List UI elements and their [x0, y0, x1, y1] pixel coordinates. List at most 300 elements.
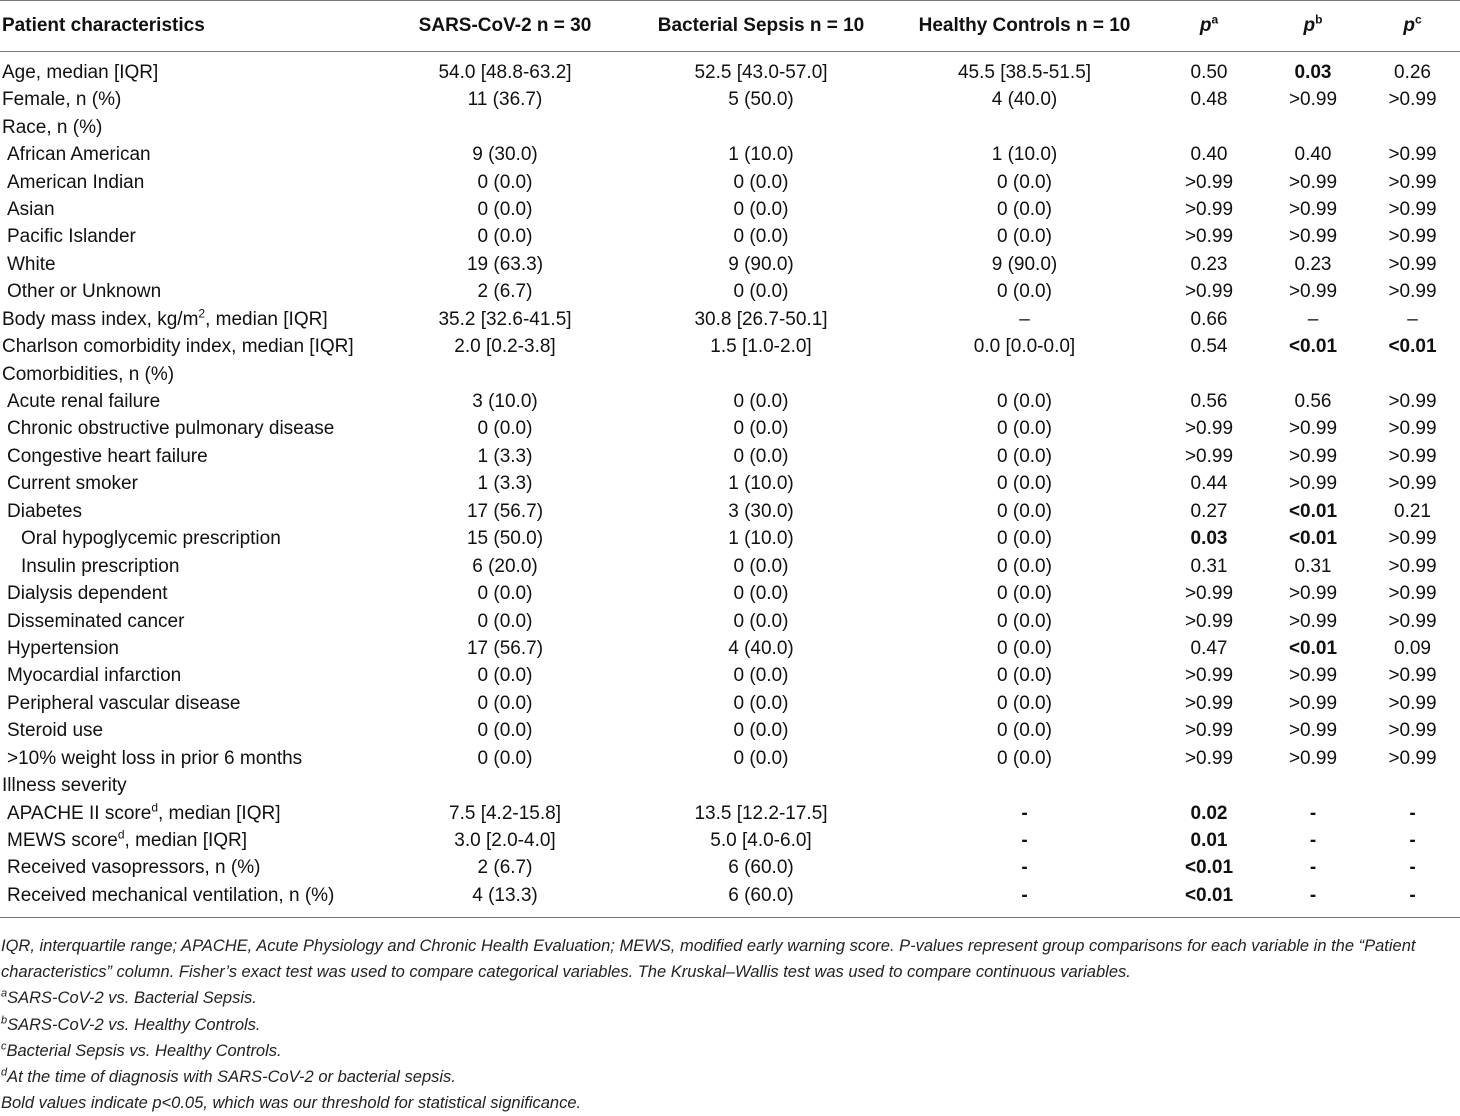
sars-cov-2-value: 0 (0.0): [477, 226, 533, 248]
footnote-b: [1, 1012, 1457, 1038]
p-a-value: >0.99: [1184, 747, 1234, 769]
sars-cov-2-value: 0 (0.0): [477, 171, 533, 193]
p-a-value: 0.48: [1190, 89, 1228, 111]
row-label-text: American Indian: [7, 171, 145, 193]
bacterial-sepsis-value: 9 (90.0): [728, 253, 794, 275]
p-a-value: 0.54: [1190, 336, 1228, 358]
table-row: [0, 141, 1460, 168]
row-label-text: Current smoker: [7, 473, 138, 495]
p-a-value: >0.99: [1184, 610, 1234, 632]
row-label: [0, 580, 380, 607]
row-label: [0, 470, 380, 497]
row-label: [0, 854, 380, 881]
healthy-controls-value: 0 (0.0): [997, 665, 1052, 687]
table-notes: [1, 933, 1457, 1116]
p-c-value: >0.99: [1388, 720, 1437, 742]
row-label-text: APACHE II score: [7, 802, 152, 824]
p-a-value: >0.99: [1184, 692, 1234, 714]
p-c-value: >0.99: [1388, 391, 1437, 413]
row-label-suffix: , median [IQR]: [158, 802, 281, 824]
bacterial-sepsis-value: 5 (50.0): [728, 89, 794, 111]
sars-cov-2-value: 1 (3.3): [477, 445, 533, 467]
p-a-value: 0.50: [1190, 62, 1228, 83]
p-sup: a: [1211, 12, 1219, 27]
row-label: [0, 278, 380, 305]
notes-main: IQR, interquartile range; APACHE, Acute Physiology and Chronic Health Evaluation; MEWS, modified early warning score. P-values represent group comparisons for each variable in the “Patient characteristics” column. Fisher’s exact test was used to compare categorical variables. The Kruskal–Wallis test was used to compare continuous variables.: [1, 937, 1416, 982]
row-label: [0, 662, 380, 689]
bacterial-sepsis-value: 0 (0.0): [733, 171, 789, 193]
row-label-text: Oral hypoglycemic prescription: [21, 528, 281, 550]
row-label-text: Congestive heart failure: [7, 445, 208, 467]
bacterial-sepsis-value: 0 (0.0): [733, 610, 789, 632]
footnote-c: [1, 1038, 1457, 1064]
p-a-value: >0.99: [1184, 226, 1234, 248]
healthy-controls-value: 0 (0.0): [997, 692, 1052, 714]
table-row: [0, 86, 1460, 113]
sars-cov-2-value: 1 (3.3): [477, 473, 533, 495]
bacterial-sepsis-value: 5.0 [4.0-6.0]: [710, 830, 812, 852]
table-row: [0, 662, 1460, 689]
p-a-value: >0.99: [1184, 445, 1234, 467]
bacterial-sepsis-value: 0 (0.0): [733, 281, 789, 303]
bacterial-sepsis-value: 3 (30.0): [728, 500, 794, 522]
sars-cov-2-value: 0 (0.0): [477, 665, 533, 687]
table-row: [0, 580, 1460, 607]
row-label: [0, 196, 380, 223]
p-c-value: >0.99: [1388, 226, 1437, 248]
healthy-controls-value: 0 (0.0): [997, 171, 1052, 193]
sars-cov-2-value: 3.0 [2.0-4.0]: [454, 830, 556, 852]
p-a-value: [1157, 113, 1261, 140]
p-a-value: <0.01: [1184, 857, 1234, 879]
row-label-text: Disseminated cancer: [7, 610, 185, 632]
header-healthy-controls: Healthy Controls n = 10: [892, 1, 1157, 52]
p-b-value: –: [1307, 308, 1319, 330]
healthy-controls-value: 0 (0.0): [997, 473, 1052, 495]
row-label-text: >10% weight loss in prior 6 months: [7, 747, 303, 769]
table-row: [0, 607, 1460, 634]
p-c-value: <0.01: [1388, 336, 1437, 358]
p-b-value: <0.01: [1288, 500, 1338, 522]
table-row: [0, 388, 1460, 415]
table-body: [0, 52, 1460, 918]
p-b-value: [1261, 113, 1365, 140]
row-label-text: Charlson comorbidity index, median [IQR]: [2, 336, 354, 358]
row-label: [0, 717, 380, 744]
p-c-value: >0.99: [1388, 665, 1437, 687]
bacterial-sepsis-value: 30.8 [26.7-50.1]: [694, 308, 828, 330]
row-label-text: Asian: [7, 198, 55, 220]
footnote-marker: a: [1, 987, 8, 1000]
row-label: [0, 141, 380, 168]
p-c-value: >0.99: [1388, 198, 1437, 220]
healthy-controls-value: -: [892, 882, 1157, 918]
footnote-text: At the time of diagnosis with SARS-CoV-2 or bacterial sepsis.: [7, 1068, 456, 1087]
bold-values-note: Bold values indicate p<0.05, which was our threshold for statistical significance.: [1, 1094, 582, 1113]
p-b-value: -: [1309, 830, 1317, 852]
healthy-controls-value: 4 (40.0): [991, 89, 1058, 111]
row-label: [0, 552, 380, 579]
p-c-value: -: [1409, 802, 1416, 824]
row-label-text: Pacific Islander: [7, 226, 136, 248]
table-row: [0, 306, 1460, 333]
p-c-value: –: [1407, 308, 1418, 330]
p-a-value: >0.99: [1184, 665, 1234, 687]
sars-cov-2-value: 11 (36.7): [467, 89, 543, 111]
row-label: [0, 86, 380, 113]
sars-cov-2-value: 0 (0.0): [477, 198, 533, 220]
row-label-sup: d: [117, 827, 125, 842]
sars-cov-2-value: 2 (6.7): [477, 281, 533, 303]
p-c-value: >0.99: [1388, 473, 1437, 495]
healthy-controls-value: 0 (0.0): [997, 500, 1052, 522]
healthy-controls-value: –: [1019, 308, 1030, 330]
healthy-controls-value: 0 (0.0): [997, 747, 1052, 769]
p-a-value: 0.01: [1190, 830, 1228, 852]
row-label: [0, 745, 380, 772]
bacterial-sepsis-value: 0 (0.0): [733, 665, 789, 687]
sars-cov-2-value: [380, 113, 630, 140]
bacterial-sepsis-value: 0 (0.0): [733, 692, 789, 714]
sars-cov-2-value: 35.2 [32.6-41.5]: [438, 308, 572, 330]
healthy-controls-value: 0 (0.0): [997, 226, 1052, 248]
table-row: [0, 525, 1460, 552]
p-c-value: >0.99: [1388, 610, 1437, 632]
p-c-value: -: [1409, 857, 1416, 879]
healthy-controls-value: 0 (0.0): [997, 637, 1052, 659]
table-row: [0, 360, 1460, 387]
sars-cov-2-value: 6 (20.0): [472, 555, 538, 577]
table-row: [0, 498, 1460, 525]
header-bacterial-sepsis: Bacterial Sepsis n = 10: [630, 1, 892, 52]
row-label: [0, 168, 380, 195]
healthy-controls-value: 0 (0.0): [997, 583, 1052, 605]
healthy-controls-value: 0 (0.0): [997, 610, 1052, 632]
p-b-value: >0.99: [1288, 610, 1338, 632]
table-row: [0, 52, 1460, 87]
p-a-value: 0.47: [1190, 637, 1228, 659]
table-row: [0, 827, 1460, 854]
row-label-text: Steroid use: [7, 720, 104, 742]
p-a-value: >0.99: [1184, 720, 1234, 742]
healthy-controls-value: -: [1021, 830, 1028, 852]
p-b-value: >0.99: [1288, 89, 1338, 111]
table-row: [0, 113, 1460, 140]
p-b-value: <0.01: [1288, 637, 1338, 659]
p-c-value: [1365, 113, 1460, 140]
row-label-text: Received vasopressors, n (%): [7, 857, 261, 879]
p-a-value: 0.02: [1190, 802, 1228, 824]
row-label: [0, 223, 380, 250]
row-label-text: Received mechanical ventilation, n (%): [7, 884, 335, 906]
bacterial-sepsis-value: [630, 113, 892, 140]
p-b-value: >0.99: [1288, 198, 1338, 220]
healthy-controls-value: -: [1021, 857, 1028, 879]
row-label-text: Comorbidities, n (%): [2, 363, 175, 385]
table-row: [0, 443, 1460, 470]
p-b-value: 0.31: [1294, 555, 1332, 577]
header-p-c: [1365, 1, 1460, 52]
p-b-value: 0.03: [1294, 62, 1332, 83]
table-row: [0, 882, 1460, 918]
p-c-value: >0.99: [1388, 171, 1437, 193]
p-c-value: 0.21: [1394, 500, 1431, 522]
p-c-value: 0.26: [1394, 62, 1431, 83]
row-label: [0, 607, 380, 634]
row-label-suffix: , median [IQR]: [124, 830, 248, 852]
row-label-text: Peripheral vascular disease: [7, 692, 241, 714]
sars-cov-2-value: 0 (0.0): [477, 692, 533, 714]
p-b-value: -: [1309, 857, 1317, 879]
row-label-text: African American: [7, 144, 151, 166]
bacterial-sepsis-value: 1.5 [1.0-2.0]: [710, 336, 812, 358]
row-label: [0, 251, 380, 278]
p-b-value: >0.99: [1288, 583, 1338, 605]
footnote-marker: c: [1, 1040, 7, 1053]
row-label-text: Dialysis dependent: [7, 583, 168, 605]
row-label: [0, 525, 380, 552]
p-c-value: >0.99: [1388, 528, 1437, 550]
table-row: [0, 470, 1460, 497]
table-row: [0, 415, 1460, 442]
row-label: [0, 306, 380, 333]
p-c-value: >0.99: [1388, 747, 1437, 769]
healthy-controls-value: 0 (0.0): [997, 281, 1052, 303]
healthy-controls-value: 0 (0.0): [997, 555, 1052, 577]
p-b-value: 0.23: [1294, 253, 1332, 275]
p-a-value: 0.03: [1190, 528, 1228, 550]
table-row: [0, 635, 1460, 662]
bacterial-sepsis-value: 0 (0.0): [733, 445, 789, 467]
p-a-value: [1157, 772, 1261, 799]
sars-cov-2-value: 19 (63.3): [466, 253, 544, 275]
table-header: [0, 1, 1460, 52]
p-b-value: >0.99: [1288, 692, 1338, 714]
p-b-value: -: [1309, 802, 1317, 824]
bacterial-sepsis-value: 0 (0.0): [733, 391, 789, 413]
header-sars-cov-2: SARS-CoV-2 n = 30: [380, 1, 630, 52]
p-c-value: -: [1365, 882, 1460, 918]
p-b-value: >0.99: [1288, 665, 1338, 687]
p-b-value: <0.01: [1288, 528, 1338, 550]
p-b-value: >0.99: [1288, 445, 1338, 467]
healthy-controls-value: -: [1021, 802, 1028, 824]
row-label: [0, 635, 380, 662]
p-c-value: >0.99: [1388, 418, 1437, 440]
healthy-controls-value: [892, 772, 1157, 799]
row-label-text: Age, median [IQR]: [2, 62, 159, 83]
row-label: [0, 882, 380, 918]
row-label: [0, 772, 380, 799]
p-sup: c: [1414, 12, 1422, 27]
table-row: [0, 196, 1460, 223]
sars-cov-2-value: 17 (56.7): [466, 500, 544, 522]
row-label-text: White: [7, 253, 56, 275]
p-b-value: -: [1261, 882, 1365, 918]
table-row: [0, 251, 1460, 278]
p-a-value: >0.99: [1184, 171, 1234, 193]
p-c-value: -: [1409, 830, 1416, 852]
p-a-value: 0.31: [1190, 555, 1228, 577]
healthy-controls-value: 0 (0.0): [997, 418, 1052, 440]
p-c-value: [1365, 360, 1460, 387]
sars-cov-2-value: 9 (30.0): [472, 144, 538, 166]
p-a-value: 0.56: [1190, 391, 1228, 413]
p-b-value: >0.99: [1288, 418, 1338, 440]
p-b-value: >0.99: [1288, 747, 1338, 769]
sars-cov-2-value: 0 (0.0): [477, 418, 533, 440]
row-label-text: Hypertension: [7, 637, 119, 659]
p-c-value: >0.99: [1388, 445, 1437, 467]
table-row: [0, 772, 1460, 799]
row-label-text: Insulin prescription: [21, 555, 180, 577]
p-c-value: [1365, 772, 1460, 799]
healthy-controls-value: 45.5 [38.5-51.5]: [957, 62, 1092, 83]
p-sup: b: [1315, 12, 1323, 27]
row-label-text: MEWS score: [7, 830, 118, 852]
p-a-value: >0.99: [1184, 418, 1234, 440]
bacterial-sepsis-value: 0 (0.0): [733, 747, 789, 769]
healthy-controls-value: 0.0 [0.0-0.0]: [973, 336, 1076, 358]
sars-cov-2-value: 7.5 [4.2-15.8]: [449, 802, 561, 824]
row-label: [0, 333, 380, 360]
p-c-value: 0.09: [1394, 637, 1431, 659]
sars-cov-2-value: 3 (10.0): [472, 391, 538, 413]
bacterial-sepsis-value: 1 (10.0): [728, 528, 794, 550]
footnote-marker: d: [1, 1066, 8, 1079]
p-b-value: [1261, 360, 1365, 387]
footnote-text: SARS-CoV-2 vs. Bacterial Sepsis.: [7, 989, 257, 1008]
row-label-suffix: , median [IQR]: [205, 308, 328, 330]
bacterial-sepsis-value: 6 (60.0): [630, 882, 892, 918]
row-label-text: Other or Unknown: [7, 281, 162, 303]
row-label: [0, 443, 380, 470]
bacterial-sepsis-value: [630, 360, 892, 387]
p-b-value: >0.99: [1288, 226, 1338, 248]
row-label-text: Acute renal failure: [7, 391, 161, 413]
p-b-value: >0.99: [1288, 171, 1338, 193]
sars-cov-2-value: 17 (56.7): [466, 637, 544, 659]
p-b-value: 0.56: [1294, 391, 1332, 413]
row-label-text: Illness severity: [2, 775, 127, 797]
footnote-d: [1, 1064, 1457, 1090]
row-label: [0, 827, 380, 854]
healthy-controls-value: 0 (0.0): [997, 198, 1052, 220]
p-c-value: >0.99: [1388, 555, 1437, 577]
table-row: [0, 690, 1460, 717]
sars-cov-2-value: [380, 772, 630, 799]
bacterial-sepsis-value: 0 (0.0): [733, 418, 789, 440]
p-a-value: 0.40: [1190, 144, 1228, 166]
p-a-value: 0.66: [1190, 308, 1228, 330]
p-b-value: 0.40: [1294, 144, 1332, 166]
p-c-value: >0.99: [1388, 253, 1437, 275]
bacterial-sepsis-value: 0 (0.0): [733, 555, 789, 577]
p-a-value: 0.44: [1190, 473, 1228, 495]
row-label: [0, 799, 380, 826]
sars-cov-2-value: 0 (0.0): [477, 583, 533, 605]
footnote-text: Bacterial Sepsis vs. Healthy Controls.: [6, 1041, 282, 1060]
row-label-text: Diabetes: [7, 500, 82, 522]
bacterial-sepsis-value: 6 (60.0): [728, 857, 794, 879]
bacterial-sepsis-value: 1 (10.0): [728, 144, 794, 166]
bacterial-sepsis-value: 0 (0.0): [733, 720, 789, 742]
bacterial-sepsis-value: 0 (0.0): [733, 198, 789, 220]
bacterial-sepsis-value: 0 (0.0): [733, 226, 789, 248]
row-label: [0, 498, 380, 525]
table-row: [0, 552, 1460, 579]
header-characteristics: Patient characteristics: [0, 1, 380, 52]
sars-cov-2-value: 54.0 [48.8-63.2]: [438, 62, 572, 83]
sars-cov-2-value: 0 (0.0): [477, 720, 533, 742]
table-row: [0, 799, 1460, 826]
p-b-value: <0.01: [1288, 336, 1338, 358]
header-row: [0, 1, 1460, 52]
row-label: [0, 388, 380, 415]
p-letter: p: [1403, 15, 1415, 36]
table-row: [0, 333, 1460, 360]
p-a-value: <0.01: [1157, 882, 1261, 918]
p-letter: p: [1303, 15, 1316, 36]
healthy-controls-value: 0 (0.0): [997, 528, 1052, 550]
bacterial-sepsis-value: 52.5 [43.0-57.0]: [694, 62, 828, 83]
healthy-controls-value: [892, 360, 1157, 387]
healthy-controls-value: 0 (0.0): [997, 445, 1052, 467]
healthy-controls-value: 9 (90.0): [991, 253, 1058, 275]
healthy-controls-value: 0 (0.0): [997, 720, 1052, 742]
p-a-value: 0.23: [1190, 253, 1228, 275]
header-p-a: [1157, 1, 1261, 52]
p-b-value: [1261, 772, 1365, 799]
table-row: [0, 717, 1460, 744]
row-label-text: Body mass index, kg/m: [2, 308, 199, 330]
row-label-sup: d: [151, 800, 158, 815]
sars-cov-2-value: 15 (50.0): [466, 528, 544, 550]
table-row: [0, 745, 1460, 772]
row-label-text: Chronic obstructive pulmonary disease: [7, 418, 335, 440]
row-label: [0, 360, 380, 387]
footnote-text: SARS-CoV-2 vs. Healthy Controls.: [7, 1015, 261, 1034]
footnote-a: [1, 985, 1457, 1011]
p-b-value: >0.99: [1288, 473, 1338, 495]
bacterial-sepsis-value: 0 (0.0): [733, 583, 789, 605]
p-letter: p: [1199, 15, 1212, 36]
healthy-controls-value: 0 (0.0): [997, 391, 1052, 413]
p-a-value: [1157, 360, 1261, 387]
bacterial-sepsis-value: 4 (40.0): [728, 637, 794, 659]
p-c-value: >0.99: [1388, 692, 1437, 714]
sars-cov-2-value: 4 (13.3): [380, 882, 630, 918]
row-label-text: Race, n (%): [2, 116, 103, 138]
row-label-text: Female, n (%): [2, 89, 122, 111]
p-a-value: >0.99: [1184, 198, 1234, 220]
header-p-b: [1261, 1, 1365, 52]
row-label: [0, 113, 380, 140]
p-c-value: >0.99: [1388, 144, 1437, 166]
p-a-value: 0.27: [1190, 500, 1228, 522]
sars-cov-2-value: 2.0 [0.2-3.8]: [454, 336, 556, 358]
p-a-value: >0.99: [1184, 583, 1234, 605]
p-b-value: >0.99: [1288, 281, 1338, 303]
p-c-value: >0.99: [1388, 583, 1437, 605]
row-label-text: Myocardial infarction: [7, 665, 182, 687]
row-label: [0, 52, 380, 87]
table-row: [0, 223, 1460, 250]
table-row: [0, 278, 1460, 305]
table-row: [0, 168, 1460, 195]
row-label-sup: 2: [198, 306, 206, 321]
bacterial-sepsis-value: 13.5 [12.2-17.5]: [694, 802, 828, 824]
